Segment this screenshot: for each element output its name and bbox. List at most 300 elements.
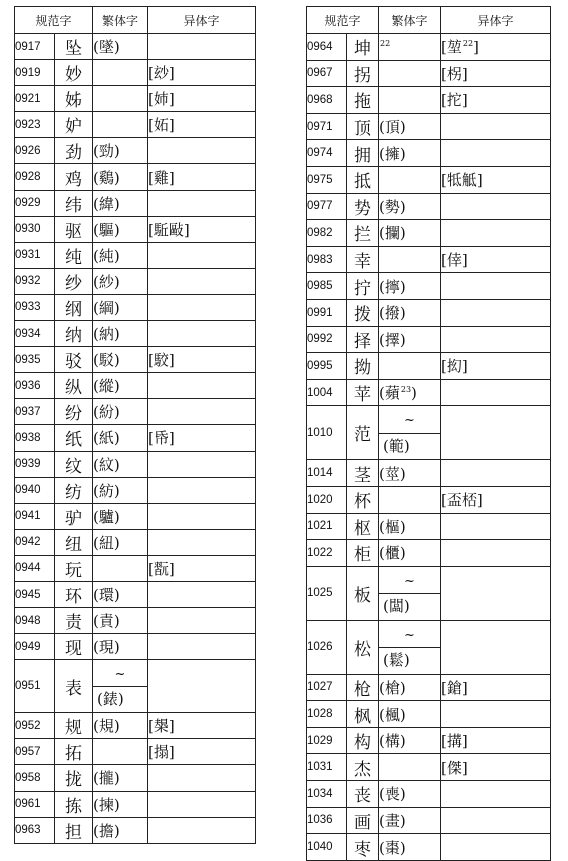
variant-char bbox=[441, 60, 551, 87]
table-row bbox=[307, 353, 551, 380]
table-row bbox=[307, 781, 551, 808]
traditional-char bbox=[93, 34, 148, 60]
variant-char bbox=[148, 791, 256, 817]
standard-char: 拨 bbox=[347, 299, 379, 326]
standard-char: 拢 bbox=[55, 765, 93, 791]
variant-char bbox=[441, 486, 551, 513]
table-row bbox=[15, 373, 256, 399]
variant-char-text: [翫] bbox=[148, 559, 175, 578]
variant-char-text: [抝] bbox=[441, 357, 468, 376]
table-row bbox=[15, 60, 256, 86]
variant-char-text: [盃桮] bbox=[441, 491, 483, 510]
char-code: 0917 bbox=[15, 34, 55, 60]
traditional-char bbox=[93, 477, 148, 503]
traditional-char bbox=[379, 353, 441, 380]
variant-char bbox=[148, 425, 256, 451]
variant-char bbox=[148, 477, 256, 503]
variant-char bbox=[148, 739, 256, 765]
footnote-mark: 22 bbox=[380, 38, 391, 48]
variant-char bbox=[441, 193, 551, 220]
traditional-char-alt: (闆) bbox=[379, 593, 440, 620]
table-row bbox=[307, 727, 551, 754]
table-row bbox=[15, 451, 256, 477]
table-row bbox=[15, 321, 256, 347]
variant-char bbox=[148, 555, 256, 581]
char-code: 0928 bbox=[15, 164, 55, 190]
traditional-char bbox=[93, 399, 148, 425]
standard-char: 拖 bbox=[347, 87, 379, 114]
table-row bbox=[15, 634, 256, 660]
traditional-char-text: (紋) bbox=[93, 455, 120, 474]
variant-char bbox=[148, 765, 256, 791]
traditional-char-text: (棗) bbox=[379, 838, 406, 857]
table-row bbox=[15, 765, 256, 791]
char-code: 1020 bbox=[307, 486, 347, 513]
standard-char: 妙 bbox=[55, 60, 93, 86]
char-code: 0985 bbox=[307, 273, 347, 300]
char-code: 1027 bbox=[307, 674, 347, 701]
char-code: 0983 bbox=[307, 246, 347, 273]
char-code: 0930 bbox=[15, 216, 55, 242]
table-row bbox=[307, 379, 551, 406]
footnote-mark: 23 bbox=[400, 385, 412, 395]
traditional-char-text: (莖) bbox=[379, 464, 406, 483]
tilde-mark: ~ bbox=[404, 573, 415, 589]
table-row bbox=[307, 60, 551, 87]
traditional-char bbox=[93, 451, 148, 477]
header-standard: 规范字 bbox=[307, 7, 379, 34]
table-row bbox=[15, 529, 256, 555]
table-row bbox=[307, 674, 551, 701]
variant-char bbox=[148, 242, 256, 268]
variant-char bbox=[441, 379, 551, 406]
char-code: 1010 bbox=[307, 406, 347, 460]
right-char-table bbox=[306, 6, 551, 861]
standard-char: 择 bbox=[347, 326, 379, 353]
variant-char bbox=[441, 113, 551, 140]
variant-char bbox=[441, 326, 551, 353]
traditional-char bbox=[93, 373, 148, 399]
variant-char-text: [柺] bbox=[441, 64, 468, 83]
char-code: 0952 bbox=[15, 713, 55, 739]
char-code: 1026 bbox=[307, 620, 347, 674]
table-row bbox=[15, 581, 256, 607]
table-row bbox=[15, 791, 256, 817]
traditional-char-text: (駁) bbox=[93, 351, 120, 370]
char-code: 0929 bbox=[15, 190, 55, 216]
variant-char bbox=[441, 299, 551, 326]
variant-char bbox=[148, 399, 256, 425]
standard-char: 拧 bbox=[347, 273, 379, 300]
table-row bbox=[307, 34, 551, 61]
standard-char: 范 bbox=[347, 406, 379, 460]
traditional-char bbox=[379, 246, 441, 273]
char-code: 0949 bbox=[15, 634, 55, 660]
standard-char: 松 bbox=[347, 620, 379, 674]
variant-char bbox=[441, 246, 551, 273]
standard-char: 拗 bbox=[347, 353, 379, 380]
traditional-char bbox=[93, 739, 148, 765]
char-code: 0944 bbox=[15, 555, 55, 581]
traditional-char-text: (構) bbox=[379, 732, 406, 751]
variant-char bbox=[441, 781, 551, 808]
char-code: 1031 bbox=[307, 754, 347, 781]
variant-char-text: [搆] bbox=[441, 732, 468, 751]
traditional-char bbox=[93, 112, 148, 138]
traditional-char-alt: (範) bbox=[379, 433, 440, 460]
table-row bbox=[15, 164, 256, 190]
table-row bbox=[307, 513, 551, 540]
variant-char bbox=[148, 321, 256, 347]
traditional-char bbox=[93, 581, 148, 607]
tilde-mark: ~ bbox=[404, 627, 415, 643]
char-code: 0992 bbox=[307, 326, 347, 353]
standard-char: 纺 bbox=[55, 477, 93, 503]
variant-char bbox=[148, 164, 256, 190]
traditional-char-text: (墜) bbox=[93, 38, 120, 57]
traditional-char bbox=[93, 86, 148, 112]
traditional-char-text: (攔) bbox=[379, 224, 406, 243]
standard-char: 丧 bbox=[347, 781, 379, 808]
variant-char bbox=[148, 529, 256, 555]
char-code: 0939 bbox=[15, 451, 55, 477]
standard-char: 鸡 bbox=[55, 164, 93, 190]
traditional-char bbox=[93, 503, 148, 529]
char-code: 0964 bbox=[307, 34, 347, 61]
char-code: 0942 bbox=[15, 529, 55, 555]
table-row bbox=[307, 566, 551, 620]
variant-char bbox=[441, 754, 551, 781]
table-row bbox=[307, 540, 551, 567]
traditional-char bbox=[93, 425, 148, 451]
table-row bbox=[15, 660, 256, 713]
table-row bbox=[307, 246, 551, 273]
variant-char bbox=[441, 513, 551, 540]
table-row bbox=[307, 486, 551, 513]
char-code: 0945 bbox=[15, 581, 55, 607]
variant-char bbox=[441, 460, 551, 487]
variant-char bbox=[441, 674, 551, 701]
standard-char: 规 bbox=[55, 713, 93, 739]
standard-char: 抵 bbox=[347, 166, 379, 193]
standard-char: 担 bbox=[55, 817, 93, 843]
traditional-char bbox=[379, 620, 441, 674]
traditional-char bbox=[93, 294, 148, 320]
tilde-mark: ~ bbox=[404, 413, 415, 429]
traditional-char bbox=[379, 379, 441, 406]
table-row bbox=[15, 425, 256, 451]
standard-char: 纽 bbox=[55, 529, 93, 555]
traditional-char-text: (紗) bbox=[93, 272, 120, 291]
standard-char: 妒 bbox=[55, 112, 93, 138]
char-code: 0937 bbox=[15, 399, 55, 425]
table-row bbox=[15, 190, 256, 216]
char-code: 1014 bbox=[307, 460, 347, 487]
variant-char bbox=[148, 138, 256, 164]
char-code: 0926 bbox=[15, 138, 55, 164]
variant-char bbox=[148, 634, 256, 660]
variant-char-text: [槼] bbox=[148, 717, 175, 736]
table-row bbox=[307, 113, 551, 140]
char-code: 0957 bbox=[15, 739, 55, 765]
traditional-char-text: (環) bbox=[93, 586, 120, 605]
traditional-char-text: (畫) bbox=[379, 811, 406, 830]
standard-char: 拓 bbox=[55, 739, 93, 765]
table-row bbox=[307, 807, 551, 834]
table-row bbox=[15, 739, 256, 765]
variant-char bbox=[441, 273, 551, 300]
traditional-char bbox=[93, 164, 148, 190]
traditional-char-text: (紐) bbox=[93, 533, 120, 552]
char-code: 0982 bbox=[307, 220, 347, 247]
standard-char: 环 bbox=[55, 581, 93, 607]
standard-char: 纬 bbox=[55, 190, 93, 216]
char-code: 1036 bbox=[307, 807, 347, 834]
variant-char bbox=[441, 701, 551, 728]
table-row bbox=[15, 34, 256, 60]
char-code: 0995 bbox=[307, 353, 347, 380]
table-row bbox=[15, 477, 256, 503]
traditional-char-text: (喪) bbox=[379, 785, 406, 804]
standard-char: 拐 bbox=[347, 60, 379, 87]
table-row bbox=[15, 503, 256, 529]
standard-char: 驱 bbox=[55, 216, 93, 242]
char-code: 0934 bbox=[15, 321, 55, 347]
char-code: 1021 bbox=[307, 513, 347, 540]
char-code: 0963 bbox=[15, 817, 55, 843]
traditional-char bbox=[379, 834, 441, 861]
char-code: 1004 bbox=[307, 379, 347, 406]
header-variant: 异体字 bbox=[441, 7, 551, 34]
variant-char bbox=[148, 817, 256, 843]
tilde-mark: ~ bbox=[114, 667, 126, 683]
standard-char: 拣 bbox=[55, 791, 93, 817]
variant-char bbox=[441, 727, 551, 754]
variant-char-text: [鎗] bbox=[441, 678, 468, 697]
traditional-char-text: (鷄) bbox=[93, 168, 120, 187]
table-row bbox=[307, 140, 551, 167]
standard-char: 姊 bbox=[55, 86, 93, 112]
traditional-char-text: (納) bbox=[93, 325, 120, 344]
traditional-char bbox=[379, 460, 441, 487]
standard-char: 苹 bbox=[347, 379, 379, 406]
standard-char: 纸 bbox=[55, 425, 93, 451]
char-code: 0935 bbox=[15, 347, 55, 373]
standard-char: 板 bbox=[347, 566, 379, 620]
traditional-char-text: (責) bbox=[93, 612, 120, 631]
traditional-char bbox=[93, 60, 148, 86]
standard-char: 顶 bbox=[347, 113, 379, 140]
traditional-char bbox=[379, 807, 441, 834]
variant-char bbox=[441, 166, 551, 193]
variant-char bbox=[148, 216, 256, 242]
traditional-char-text: (擇) bbox=[379, 330, 406, 349]
variant-char bbox=[441, 566, 551, 620]
char-code: 1025 bbox=[307, 566, 347, 620]
variant-char-text: [傑] bbox=[441, 758, 468, 777]
variant-char-text: [駮] bbox=[148, 351, 175, 370]
left-char-table bbox=[14, 6, 256, 844]
variant-char-text: [駈敺] bbox=[148, 220, 190, 239]
standard-char: 现 bbox=[55, 634, 93, 660]
traditional-char-text: (撥) bbox=[379, 304, 406, 323]
traditional-char-text: (擰) bbox=[379, 277, 406, 296]
traditional-char-text: (楓) bbox=[379, 705, 406, 724]
variant-char bbox=[148, 34, 256, 60]
char-code: 1034 bbox=[307, 781, 347, 808]
traditional-char-text: (頂) bbox=[379, 118, 406, 137]
traditional-char bbox=[93, 713, 148, 739]
char-code: 0941 bbox=[15, 503, 55, 529]
traditional-char bbox=[93, 347, 148, 373]
char-code: 0951 bbox=[15, 660, 55, 713]
traditional-char bbox=[379, 166, 441, 193]
traditional-char bbox=[93, 660, 148, 713]
bracket-end: ) bbox=[411, 384, 417, 403]
variant-char bbox=[148, 268, 256, 294]
table-row bbox=[15, 555, 256, 581]
traditional-char-text: (縱) bbox=[93, 377, 120, 396]
table-row bbox=[307, 166, 551, 193]
traditional-char-text: (紡) bbox=[93, 481, 120, 500]
traditional-char bbox=[93, 555, 148, 581]
variant-char-text: [搨] bbox=[148, 743, 175, 762]
traditional-char-text: (樞) bbox=[379, 517, 406, 536]
variant-char-text: [帋] bbox=[148, 429, 175, 448]
table-row bbox=[307, 299, 551, 326]
standard-char: 坤 bbox=[347, 34, 379, 61]
table-row bbox=[307, 701, 551, 728]
table-row bbox=[15, 817, 256, 843]
table-row bbox=[15, 268, 256, 294]
standard-char: 驳 bbox=[55, 347, 93, 373]
variant-char-text: [妬] bbox=[148, 116, 175, 135]
traditional-char bbox=[379, 113, 441, 140]
footnote-mark: 22 bbox=[462, 39, 474, 49]
table-row bbox=[307, 273, 551, 300]
traditional-char bbox=[93, 529, 148, 555]
char-code: 0961 bbox=[15, 791, 55, 817]
variant-char-text: [拕] bbox=[441, 91, 468, 110]
standard-char: 玩 bbox=[55, 555, 93, 581]
variant-char-text: [倖] bbox=[441, 251, 468, 270]
table-row bbox=[15, 713, 256, 739]
variant-char bbox=[441, 834, 551, 861]
traditional-char-text: (規) bbox=[93, 717, 120, 736]
traditional-char-text: (擁) bbox=[379, 144, 406, 163]
variant-char bbox=[148, 713, 256, 739]
traditional-char bbox=[379, 87, 441, 114]
variant-char bbox=[148, 660, 256, 713]
variant-char bbox=[148, 608, 256, 634]
traditional-char bbox=[379, 299, 441, 326]
char-code: 0948 bbox=[15, 608, 55, 634]
char-code: 0974 bbox=[307, 140, 347, 167]
traditional-char-text: (驢) bbox=[93, 507, 120, 526]
traditional-char-alt: (鬆) bbox=[379, 647, 440, 674]
variant-char-text: [雞] bbox=[148, 168, 175, 187]
variant-char-text: [堃 bbox=[441, 38, 462, 57]
char-code: 1022 bbox=[307, 540, 347, 567]
char-code: 0940 bbox=[15, 477, 55, 503]
variant-char bbox=[148, 503, 256, 529]
standard-char: 枣 bbox=[347, 834, 379, 861]
traditional-char bbox=[93, 268, 148, 294]
standard-char: 拥 bbox=[347, 140, 379, 167]
table-row bbox=[15, 242, 256, 268]
traditional-char bbox=[379, 674, 441, 701]
traditional-char bbox=[379, 406, 441, 460]
traditional-char-text: (櫃) bbox=[379, 544, 406, 563]
traditional-char-text: (綱) bbox=[93, 298, 120, 317]
traditional-char bbox=[379, 34, 441, 61]
table-row bbox=[15, 216, 256, 242]
table-row bbox=[307, 220, 551, 247]
char-code: 0977 bbox=[307, 193, 347, 220]
standard-char: 势 bbox=[347, 193, 379, 220]
table-row bbox=[15, 86, 256, 112]
traditional-char-text: (蘋 bbox=[379, 384, 400, 403]
traditional-char bbox=[379, 540, 441, 567]
traditional-char bbox=[379, 273, 441, 300]
standard-char: 纳 bbox=[55, 321, 93, 347]
standard-char: 幸 bbox=[347, 246, 379, 273]
table-row bbox=[307, 193, 551, 220]
variant-char bbox=[441, 620, 551, 674]
standard-char: 纯 bbox=[55, 242, 93, 268]
char-code: 0936 bbox=[15, 373, 55, 399]
variant-char bbox=[441, 540, 551, 567]
traditional-char-text: (勢) bbox=[379, 197, 406, 216]
table-row bbox=[15, 347, 256, 373]
traditional-char bbox=[379, 220, 441, 247]
variant-char bbox=[148, 86, 256, 112]
traditional-char-text: (紛) bbox=[93, 403, 120, 422]
char-code: 1029 bbox=[307, 727, 347, 754]
table-row bbox=[307, 754, 551, 781]
variant-char-text: [姉] bbox=[148, 90, 175, 109]
traditional-char bbox=[379, 60, 441, 87]
traditional-char bbox=[93, 791, 148, 817]
standard-char: 纹 bbox=[55, 451, 93, 477]
char-code: 1040 bbox=[307, 834, 347, 861]
variant-char bbox=[148, 112, 256, 138]
char-code: 0991 bbox=[307, 299, 347, 326]
traditional-char bbox=[93, 608, 148, 634]
standard-char: 茎 bbox=[347, 460, 379, 487]
traditional-char bbox=[379, 754, 441, 781]
header-traditional: 繁体字 bbox=[93, 7, 148, 34]
traditional-char bbox=[379, 701, 441, 728]
table-row bbox=[307, 620, 551, 674]
standard-char: 拦 bbox=[347, 220, 379, 247]
table-row bbox=[15, 399, 256, 425]
table-row bbox=[15, 294, 256, 320]
header-row bbox=[15, 7, 256, 34]
header-row bbox=[307, 7, 551, 34]
traditional-char bbox=[93, 216, 148, 242]
standard-char: 画 bbox=[347, 807, 379, 834]
variant-char bbox=[441, 87, 551, 114]
variant-char bbox=[441, 353, 551, 380]
table-row bbox=[15, 138, 256, 164]
char-code: 0932 bbox=[15, 268, 55, 294]
header-standard: 规范字 bbox=[15, 7, 93, 34]
char-code: 1028 bbox=[307, 701, 347, 728]
variant-char bbox=[441, 406, 551, 460]
variant-char bbox=[148, 190, 256, 216]
standard-char: 枪 bbox=[347, 674, 379, 701]
